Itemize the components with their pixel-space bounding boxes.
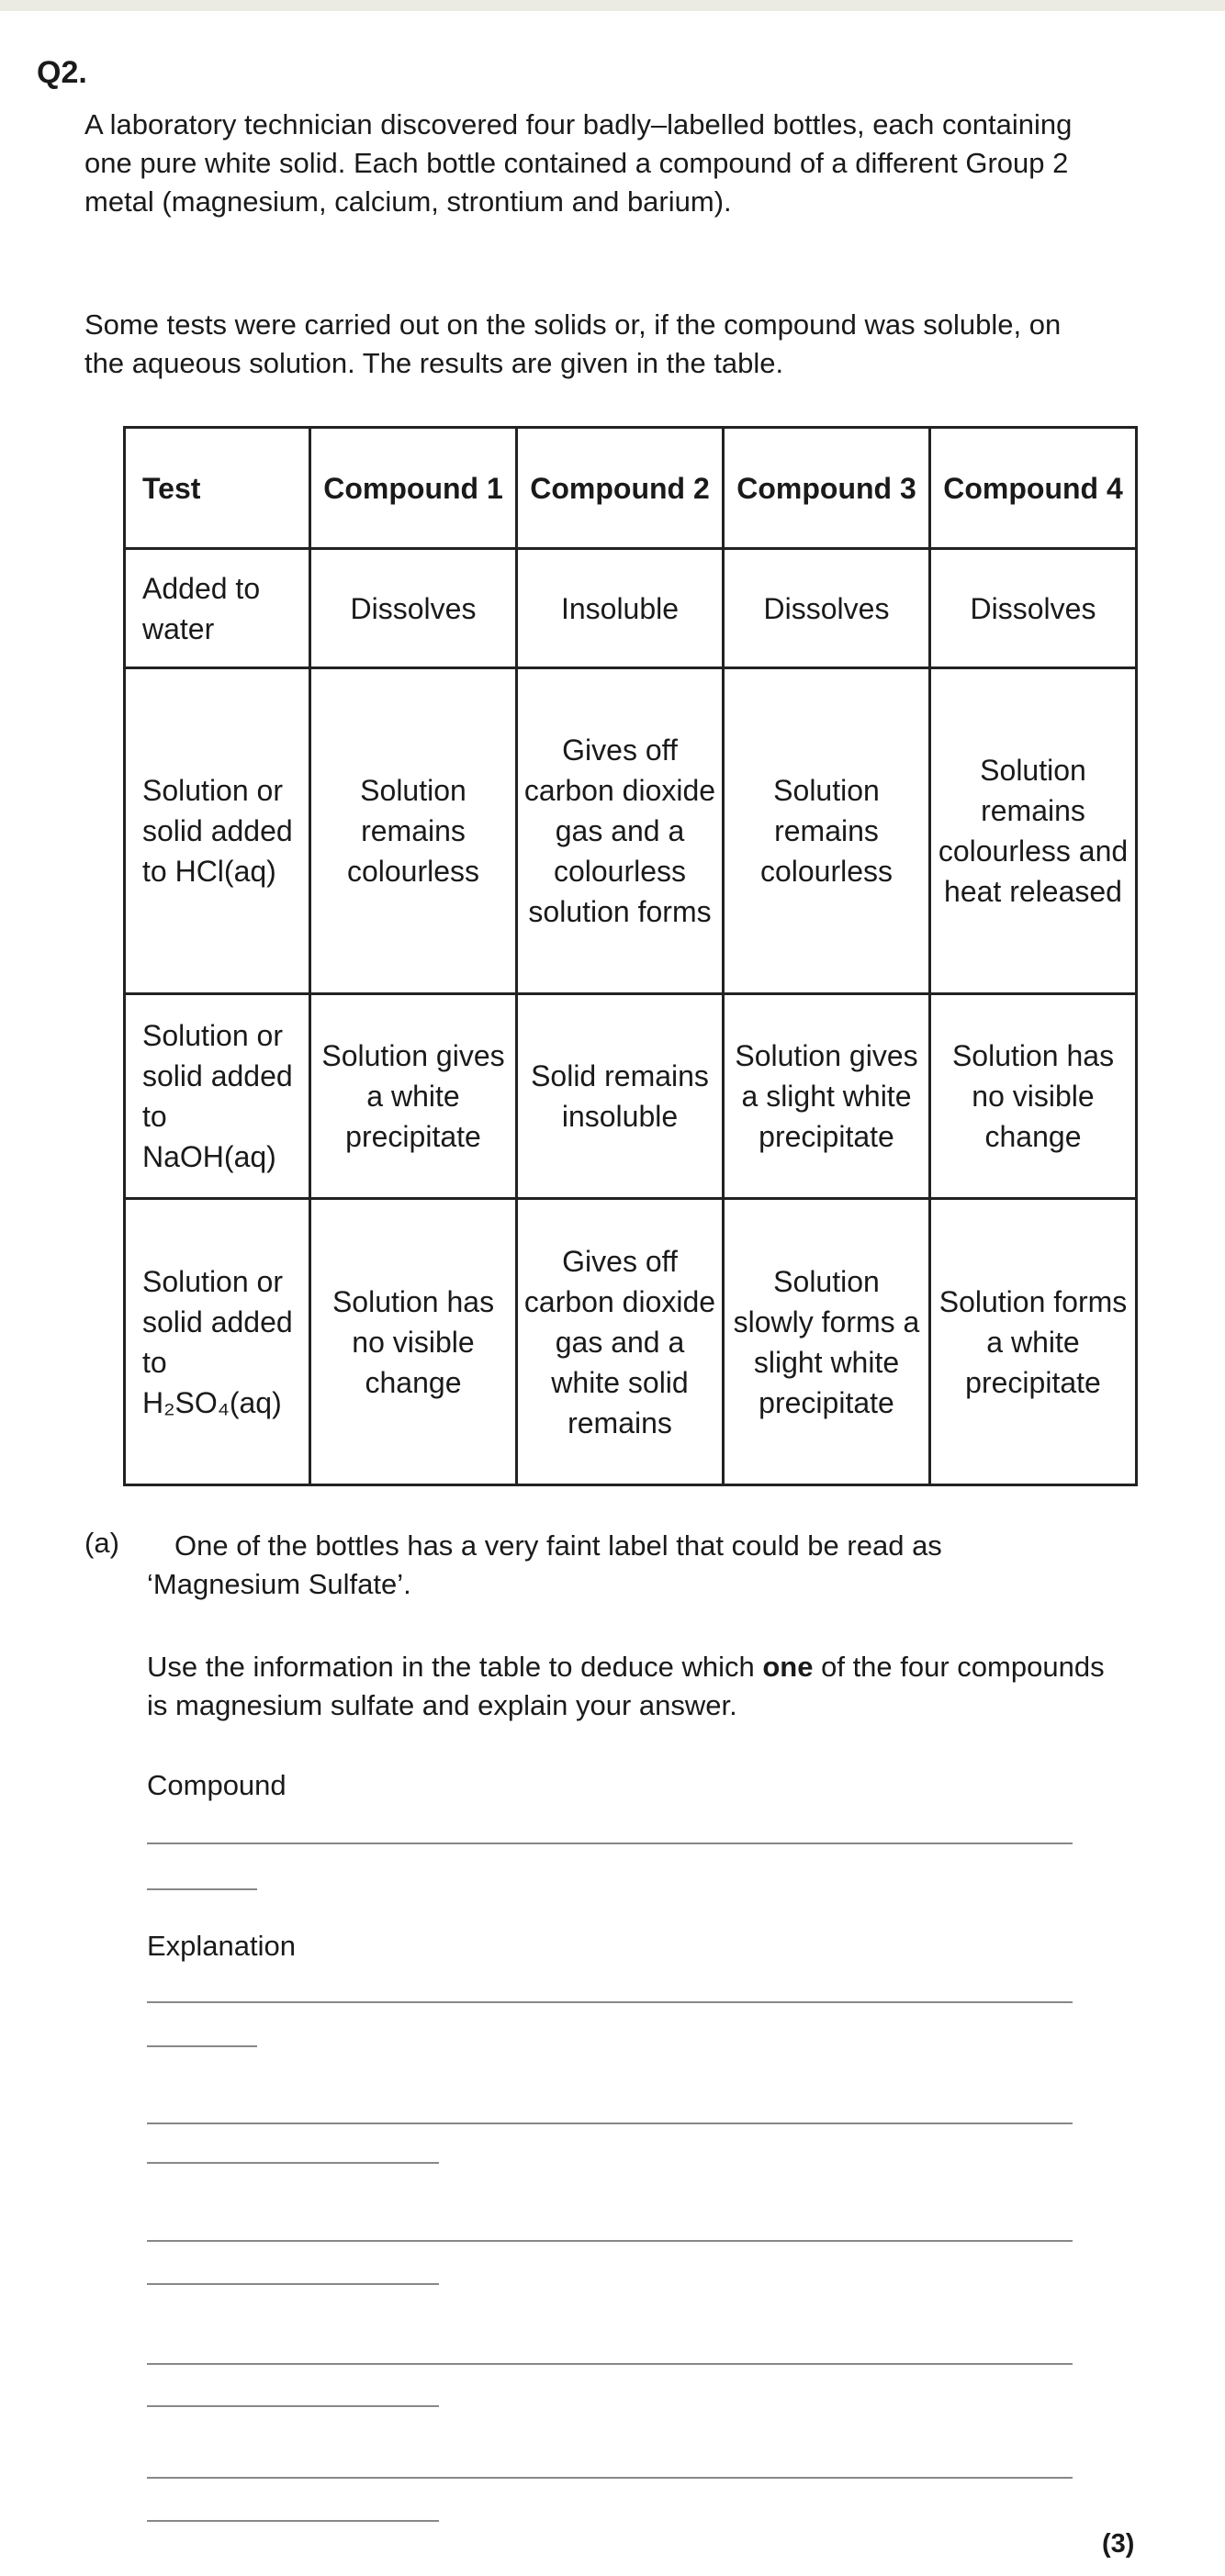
cell-result: Solution forms a white precipitate [930, 1199, 1137, 1485]
cell-result: Dissolves [724, 549, 930, 668]
header-test: Test [125, 428, 310, 549]
part-a-text [147, 1527, 1084, 1604]
compound-label: Compound [147, 1769, 287, 1801]
cell-test: Solution or solid added to H₂SO₄(aq) [125, 1199, 310, 1485]
cell-result: Solution remains colourless [724, 668, 930, 994]
instruction-bold: one [762, 1651, 814, 1683]
cell-result: Solution remains colourless and heat released [930, 668, 1137, 994]
cell-result: Solution remains colourless [310, 668, 517, 994]
cell-result: Insoluble [517, 549, 724, 668]
explanation-answer-line-short[interactable] [147, 2283, 439, 2285]
cell-result: Gives off carbon dioxide gas and a white solid remains [517, 1199, 724, 1485]
table-row-naoh [125, 994, 1137, 1199]
instruction-start: Use the information in the table to deduce which [147, 1651, 763, 1683]
cell-result: Solution has no visible change [930, 994, 1137, 1199]
cell-test: Solution or solid added to NaOH(aq) [125, 994, 310, 1199]
explanation-answer-line[interactable] [147, 2122, 1073, 2124]
table-row-hcl [125, 668, 1137, 994]
question-intro: A laboratory technician discovered four badly–labelled bottles, each containing one pure white solid. Each bottle contained a compound of a different Group 2 metal (magnesium, calcium, strontium and barium). [84, 108, 1073, 218]
results-table [123, 426, 1138, 1486]
explanation-answer-line-short[interactable] [147, 2520, 439, 2522]
explanation-label: Explanation [147, 1930, 297, 1962]
part-a-label: (a) [84, 1527, 119, 1559]
explanation-answer-line[interactable] [147, 2240, 1073, 2242]
cell-result: Solution gives a slight white precipitate [724, 994, 930, 1199]
cell-result: Solution gives a white precipitate [310, 994, 517, 1199]
cell-test: Solution or solid added to HCl(aq) [125, 668, 310, 994]
explanation-answer-line[interactable] [147, 2477, 1073, 2479]
part-a-statement: One of the bottles has a very faint label that could be read as ‘Magnesium Sulfate’. [147, 1529, 942, 1600]
header-compound-3: Compound 3 [724, 428, 930, 549]
table-row-h2so4 [125, 1199, 1137, 1485]
explanation-answer-line-short[interactable] [147, 2045, 257, 2047]
cell-result: Solid remains insoluble [517, 994, 724, 1199]
header-compound-4: Compound 4 [930, 428, 1137, 549]
explanation-answer-line-short[interactable] [147, 2405, 439, 2407]
explanation-answer-line[interactable] [147, 2363, 1073, 2365]
compound-answer-line-short[interactable] [147, 1888, 257, 1890]
instruction-end: of the four compounds is magnesium sulfate and explain your answer. [147, 1651, 1105, 1721]
top-bar [0, 0, 1225, 11]
cell-result: Solution has no visible change [310, 1199, 517, 1485]
explanation-answer-line-short[interactable] [147, 2162, 439, 2164]
explanation-answer-line[interactable] [147, 2001, 1073, 2003]
cell-result: Gives off carbon dioxide gas and a colourless solution forms [517, 668, 724, 994]
table-header-row [125, 428, 1137, 549]
cell-test: Added to water [125, 549, 310, 668]
header-compound-1: Compound 1 [310, 428, 517, 549]
tests-intro: Some tests were carried out on the solids or, if the compound was soluble, on the aqueous solution. The results are given in the table. [84, 308, 1062, 379]
compound-answer-line[interactable] [147, 1842, 1073, 1844]
cell-result: Dissolves [310, 549, 517, 668]
marks-available: (3) [1102, 2529, 1135, 2559]
header-compound-2: Compound 2 [517, 428, 724, 549]
cell-result: Dissolves [930, 549, 1137, 668]
cell-result: Solution slowly forms a slight white precipitate [724, 1199, 930, 1485]
question-number: Q2. [37, 55, 87, 90]
table-row-water [125, 549, 1137, 668]
part-a-instruction [147, 1648, 1120, 1725]
